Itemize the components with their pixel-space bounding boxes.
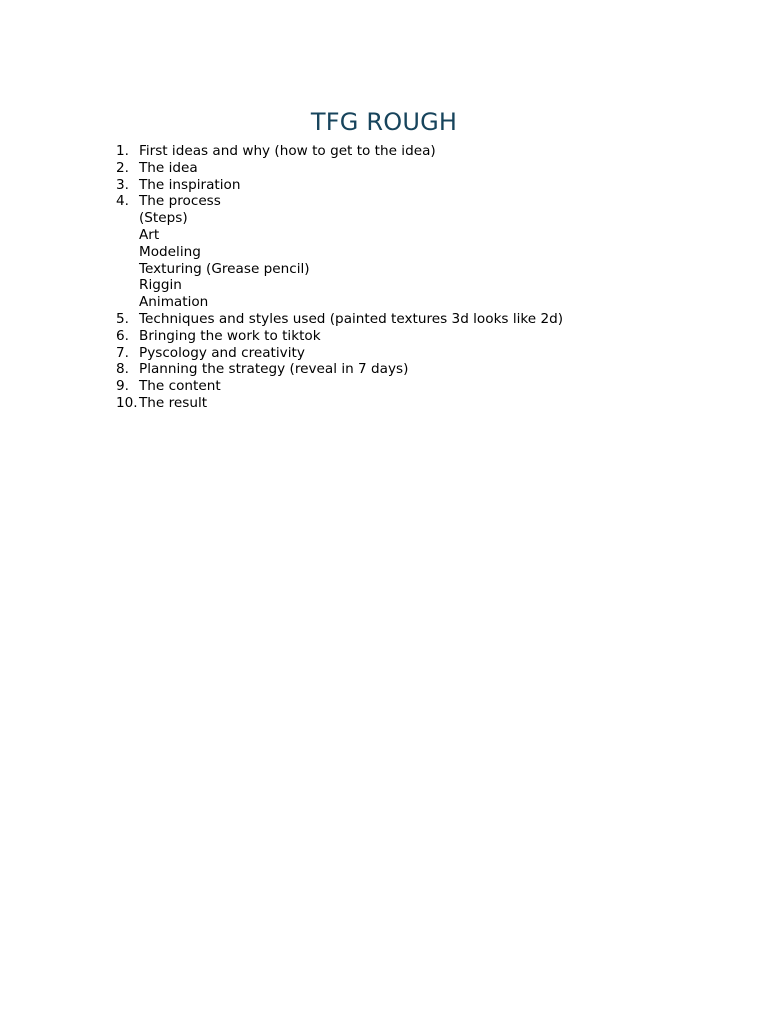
list-text: First ideas and why (how to get to the idea) — [139, 143, 436, 159]
list-number: 7. — [116, 344, 129, 361]
document-title: TFG ROUGH — [310, 108, 458, 136]
list-number: 2. — [116, 159, 129, 176]
list-text: Art — [139, 226, 160, 243]
list-text: Bringing the work to tiktok — [139, 327, 321, 344]
list-number: 9. — [116, 378, 129, 395]
list-number: 4. — [116, 193, 129, 210]
list-text: The process — [139, 193, 221, 210]
list-text: The inspiration — [139, 176, 241, 193]
list-number: 3. — [116, 176, 129, 193]
list-number: 1. — [116, 143, 129, 159]
list-text: Texturing (Grease pencil) — [139, 260, 310, 277]
list-text: The idea — [139, 159, 198, 176]
list-text: Techniques and styles used (painted textures 3d looks like 2d) — [139, 310, 564, 327]
list-text: Riggin — [139, 277, 182, 294]
list-text: Pyscology and creativity — [139, 344, 305, 361]
list-number: 10. — [116, 394, 138, 411]
list-text: Animation — [139, 294, 209, 311]
list-text: The content — [139, 378, 221, 395]
list-text: Modeling — [139, 243, 201, 260]
list-number: 8. — [116, 361, 129, 378]
list-number: 6. — [116, 327, 129, 344]
list-text: Planning the strategy (reveal in 7 days) — [139, 361, 409, 378]
list-number: 5. — [116, 310, 129, 327]
list-text: (Steps) — [139, 210, 188, 227]
list-text: The result — [139, 394, 208, 411]
